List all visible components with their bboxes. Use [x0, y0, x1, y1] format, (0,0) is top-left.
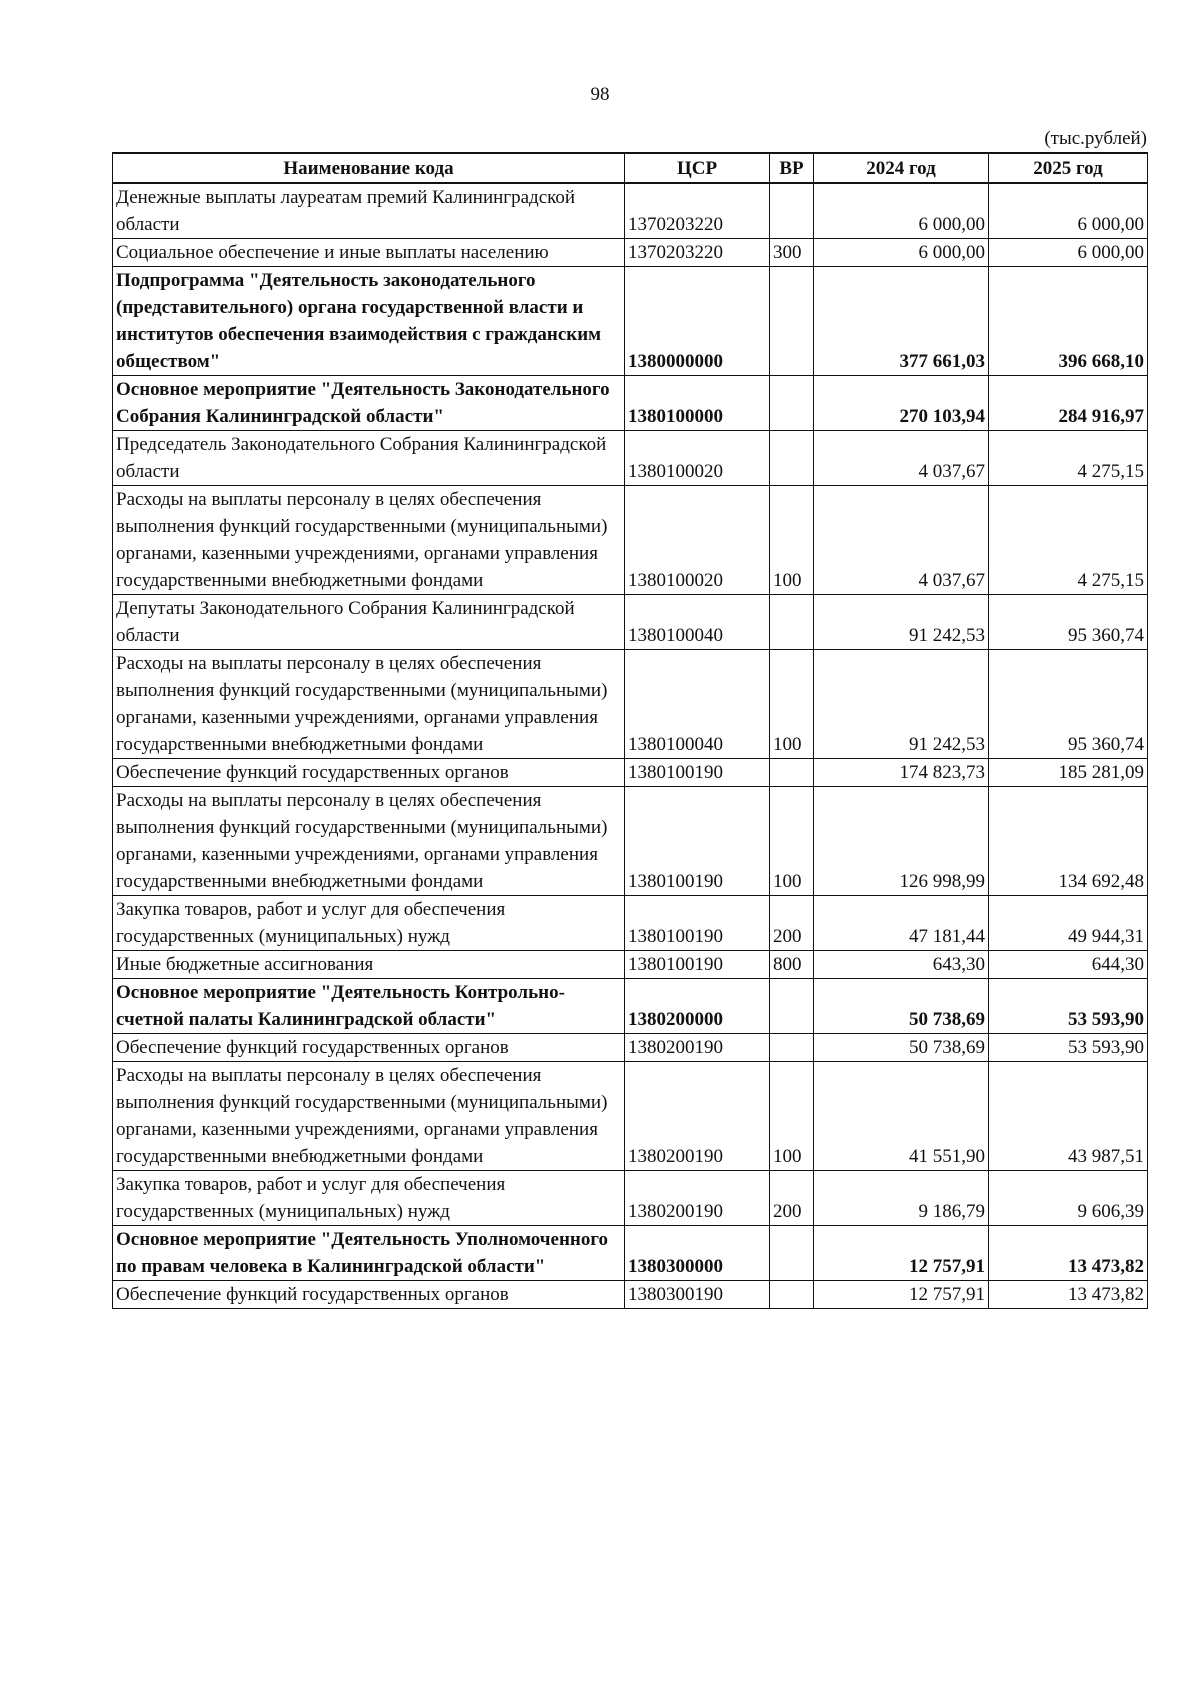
- cell-2025: 95 360,74: [989, 595, 1148, 650]
- header-2025: 2025 год: [989, 153, 1148, 183]
- table-row: [113, 1062, 1148, 1171]
- table-row: [113, 1171, 1148, 1226]
- cell-vr: [770, 267, 814, 376]
- cell-2025: 13 473,82: [989, 1281, 1148, 1309]
- table-row: [113, 951, 1148, 979]
- table-row: [113, 595, 1148, 650]
- cell-csr: 1380100190: [625, 896, 770, 951]
- cell-2025: 4 275,15: [989, 431, 1148, 486]
- cell-csr: 1380300190: [625, 1281, 770, 1309]
- cell-2024: 91 242,53: [814, 595, 989, 650]
- cell-vr: [770, 183, 814, 239]
- cell-vr: 800: [770, 951, 814, 979]
- cell-name: Подпрограмма "Деятельность законодательного (представительного) органа государственной власти и институтов обеспечения взаимодействия с гражданским обществом": [113, 267, 625, 376]
- table-row: [113, 267, 1148, 376]
- cell-vr: 200: [770, 896, 814, 951]
- table-row: [113, 376, 1148, 431]
- cell-name: Обеспечение функций государственных органов: [113, 1034, 625, 1062]
- cell-2024: 91 242,53: [814, 650, 989, 759]
- cell-2024: 50 738,69: [814, 979, 989, 1034]
- cell-csr: 1380100040: [625, 650, 770, 759]
- header-name: Наименование кода: [113, 153, 625, 183]
- cell-2025: 13 473,82: [989, 1226, 1148, 1281]
- cell-name: Закупка товаров, работ и услуг для обеспечения государственных (муниципальных) нужд: [113, 1171, 625, 1226]
- cell-2024: 126 998,99: [814, 787, 989, 896]
- cell-2024: 174 823,73: [814, 759, 989, 787]
- cell-csr: 1380100000: [625, 376, 770, 431]
- cell-2025: 43 987,51: [989, 1062, 1148, 1171]
- cell-vr: [770, 595, 814, 650]
- cell-2024: 643,30: [814, 951, 989, 979]
- cell-vr: 100: [770, 650, 814, 759]
- cell-vr: [770, 431, 814, 486]
- table-row: [113, 1226, 1148, 1281]
- cell-name: Председатель Законодательного Собрания Калининградской области: [113, 431, 625, 486]
- cell-vr: 100: [770, 486, 814, 595]
- cell-name: Основное мероприятие "Деятельность Уполномоченного по правам человека в Калининградской области": [113, 1226, 625, 1281]
- cell-2025: 53 593,90: [989, 979, 1148, 1034]
- cell-csr: 1380000000: [625, 267, 770, 376]
- cell-2025: 134 692,48: [989, 787, 1148, 896]
- cell-name: Социальное обеспечение и иные выплаты населению: [113, 239, 625, 267]
- table-body: [113, 183, 1148, 1309]
- cell-2025: 185 281,09: [989, 759, 1148, 787]
- header-2024: 2024 год: [814, 153, 989, 183]
- cell-csr: 1380200190: [625, 1171, 770, 1226]
- cell-csr: 1370203220: [625, 183, 770, 239]
- cell-name: Основное мероприятие "Деятельность Контрольно-счетной палаты Калининградской области": [113, 979, 625, 1034]
- cell-2024: 6 000,00: [814, 239, 989, 267]
- table-row: [113, 431, 1148, 486]
- cell-2025: 284 916,97: [989, 376, 1148, 431]
- cell-name: Расходы на выплаты персоналу в целях обеспечения выполнения функций государственными (муниципальными) органами, казенными учреждениями, органами управления государственными внебюджетными фондами: [113, 650, 625, 759]
- cell-2025: 6 000,00: [989, 239, 1148, 267]
- table-row: [113, 759, 1148, 787]
- cell-csr: 1380200190: [625, 1034, 770, 1062]
- table-row: [113, 650, 1148, 759]
- table-row: [113, 896, 1148, 951]
- cell-2024: 47 181,44: [814, 896, 989, 951]
- cell-csr: 1380100040: [625, 595, 770, 650]
- table-row: [113, 183, 1148, 239]
- cell-name: Иные бюджетные ассигнования: [113, 951, 625, 979]
- cell-vr: [770, 1281, 814, 1309]
- cell-vr: [770, 759, 814, 787]
- cell-name: Расходы на выплаты персоналу в целях обеспечения выполнения функций государственными (муниципальными) органами, казенными учреждениями, органами управления государственными внебюджетными фондами: [113, 787, 625, 896]
- cell-2024: 4 037,67: [814, 431, 989, 486]
- cell-csr: 1380100190: [625, 951, 770, 979]
- budget-table: [112, 152, 1148, 1309]
- cell-2024: 4 037,67: [814, 486, 989, 595]
- cell-2025: 396 668,10: [989, 267, 1148, 376]
- cell-csr: 1380100190: [625, 787, 770, 896]
- cell-2024: 12 757,91: [814, 1281, 989, 1309]
- cell-2024: 377 661,03: [814, 267, 989, 376]
- cell-2024: 9 186,79: [814, 1171, 989, 1226]
- cell-name: Депутаты Законодательного Собрания Калининградской области: [113, 595, 625, 650]
- cell-vr: [770, 1034, 814, 1062]
- cell-2024: 12 757,91: [814, 1226, 989, 1281]
- cell-csr: 1380200000: [625, 979, 770, 1034]
- cell-name: Основное мероприятие "Деятельность Законодательного Собрания Калининградской области": [113, 376, 625, 431]
- cell-2025: 49 944,31: [989, 896, 1148, 951]
- cell-csr: 1370203220: [625, 239, 770, 267]
- table-row: [113, 979, 1148, 1034]
- cell-name: Расходы на выплаты персоналу в целях обеспечения выполнения функций государственными (муниципальными) органами, казенными учреждениями, органами управления государственными внебюджетными фондами: [113, 486, 625, 595]
- cell-csr: 1380100020: [625, 431, 770, 486]
- cell-vr: [770, 979, 814, 1034]
- cell-name: Обеспечение функций государственных органов: [113, 759, 625, 787]
- table-row: [113, 1034, 1148, 1062]
- header-csr: ЦСР: [625, 153, 770, 183]
- cell-vr: [770, 1226, 814, 1281]
- table-row: [113, 239, 1148, 267]
- table-row: [113, 1281, 1148, 1309]
- cell-2025: 644,30: [989, 951, 1148, 979]
- cell-2024: 270 103,94: [814, 376, 989, 431]
- page-number: 98: [590, 84, 610, 105]
- cell-2025: 4 275,15: [989, 486, 1148, 595]
- table-row: [113, 787, 1148, 896]
- cell-2025: 53 593,90: [989, 1034, 1148, 1062]
- cell-name: Денежные выплаты лауреатам премий Калининградской области: [113, 183, 625, 239]
- cell-name: Закупка товаров, работ и услуг для обеспечения государственных (муниципальных) нужд: [113, 896, 625, 951]
- cell-csr: 1380100190: [625, 759, 770, 787]
- cell-2024: 41 551,90: [814, 1062, 989, 1171]
- cell-2025: 6 000,00: [989, 183, 1148, 239]
- table-row: [113, 486, 1148, 595]
- cell-2024: 50 738,69: [814, 1034, 989, 1062]
- units-label: (тыс.рублей): [1044, 128, 1147, 149]
- cell-vr: 200: [770, 1171, 814, 1226]
- header-vr: ВР: [770, 153, 814, 183]
- cell-vr: 100: [770, 787, 814, 896]
- cell-2024: 6 000,00: [814, 183, 989, 239]
- cell-vr: 300: [770, 239, 814, 267]
- cell-vr: 100: [770, 1062, 814, 1171]
- table-header-row: [113, 153, 1148, 183]
- cell-2025: 9 606,39: [989, 1171, 1148, 1226]
- cell-name: Расходы на выплаты персоналу в целях обеспечения выполнения функций государственными (муниципальными) органами, казенными учреждениями, органами управления государственными внебюджетными фондами: [113, 1062, 625, 1171]
- cell-name: Обеспечение функций государственных органов: [113, 1281, 625, 1309]
- cell-vr: [770, 376, 814, 431]
- cell-csr: 1380300000: [625, 1226, 770, 1281]
- cell-2025: 95 360,74: [989, 650, 1148, 759]
- cell-csr: 1380200190: [625, 1062, 770, 1171]
- cell-csr: 1380100020: [625, 486, 770, 595]
